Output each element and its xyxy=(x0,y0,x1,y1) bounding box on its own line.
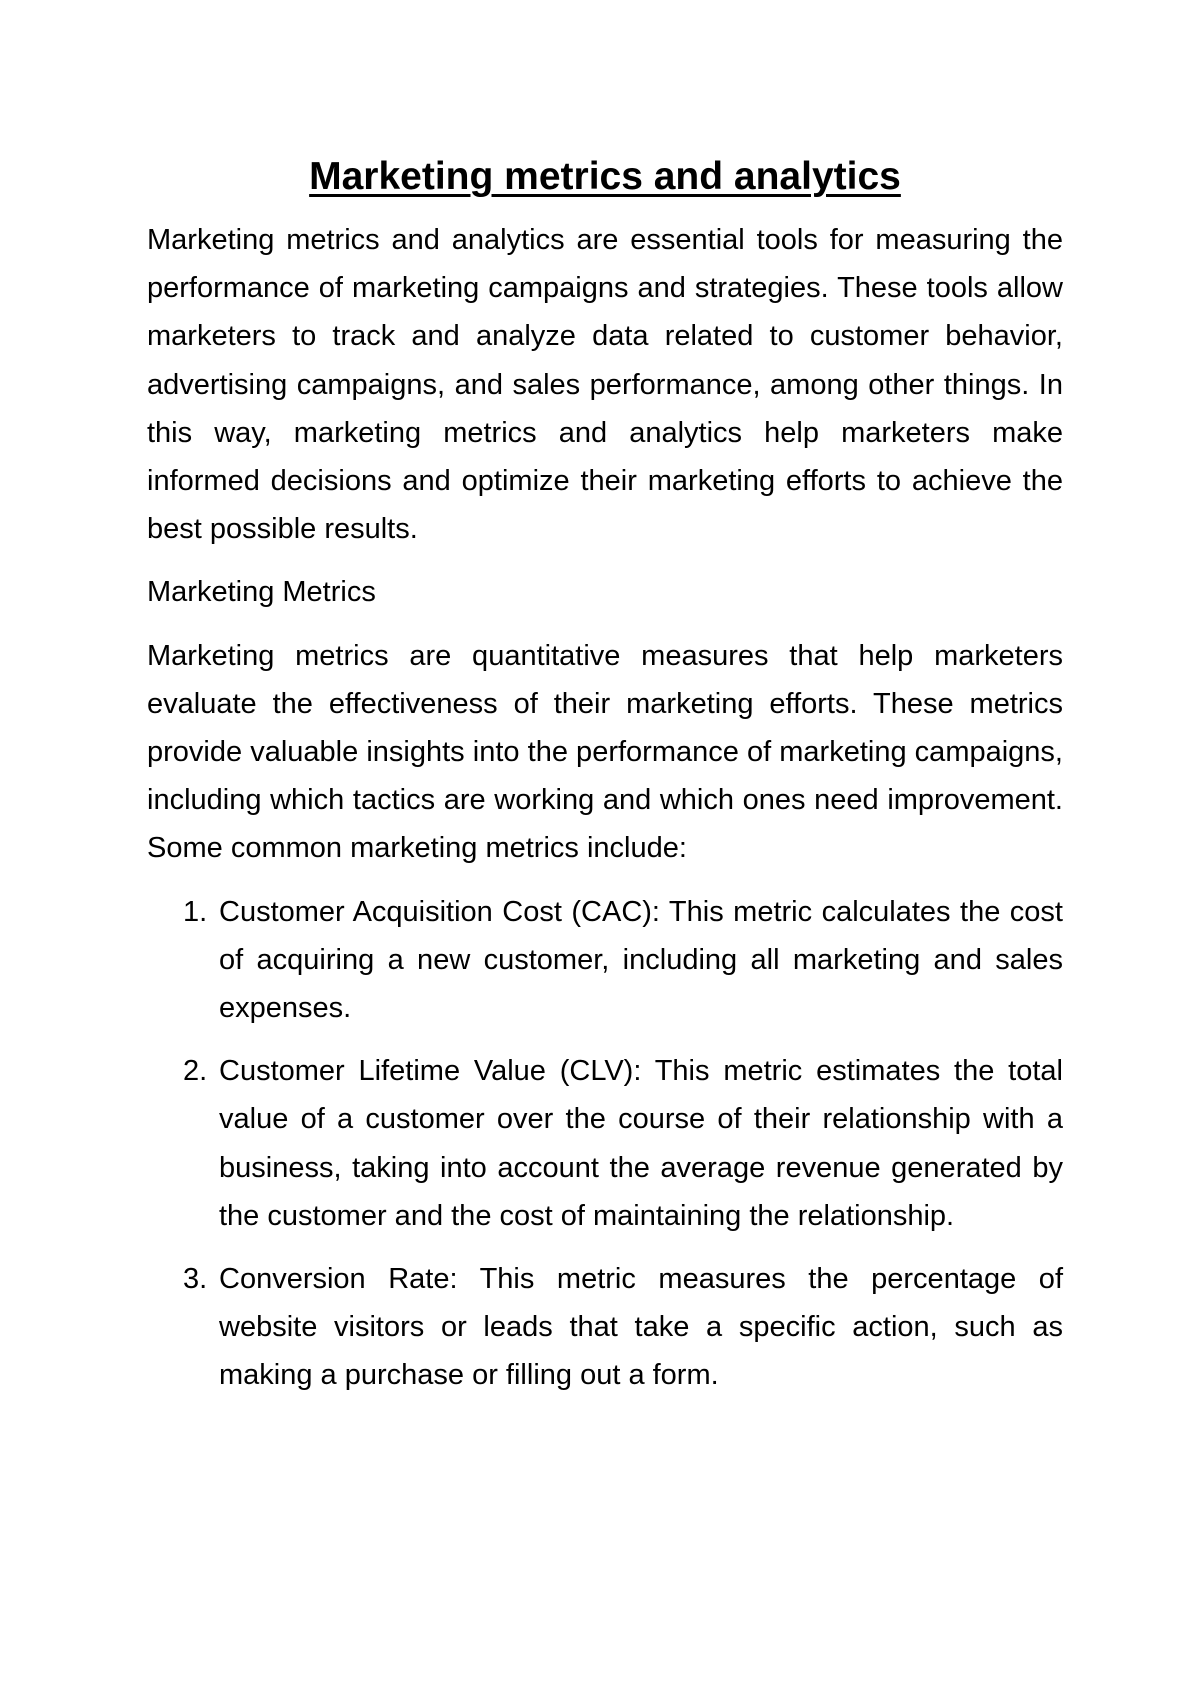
metric-item xyxy=(147,1255,1063,1400)
metric-item xyxy=(147,888,1063,1033)
metric-text: Customer Lifetime Value (CLV): This metric estimates the total value of a customer over the course of their relationship with a business, taking into account the average revenue generated by the customer and the cost of maintaining the relationship. xyxy=(219,1055,1063,1232)
metric-item xyxy=(147,1047,1063,1240)
metric-text: Conversion Rate: This metric measures the percentage of website visitors or leads that take a specific action, such as making a purchase or filling out a form. xyxy=(219,1263,1063,1392)
section-heading: Marketing Metrics xyxy=(147,576,376,609)
section-intro-paragraph: Marketing metrics are quantitative measures that help marketers evaluate the effectiveness of their marketing efforts. These metrics provide valuable insights into the performance of marketing campaigns, including which tactics are working and which ones need improvement. Some common marketing metrics include: xyxy=(147,639,1063,865)
document-content xyxy=(147,150,1063,1415)
metrics-list xyxy=(147,888,1063,1400)
metric-number: 3. xyxy=(183,1263,208,1296)
intro-paragraph: Marketing metrics and analytics are essential tools for measuring the performance of marketing campaigns and strategies. These tools allow marketers to track and analyze data related to customer behavior, advertising campaigns, and sales performance, among other things. In this way, marketing metrics and analytics help marketers make informed decisions and optimize their marketing efforts to achieve the best possible results. xyxy=(147,224,1063,546)
metric-text: Customer Acquisition Cost (CAC): This metric calculates the cost of acquiring a new customer, including all marketing and sales expenses. xyxy=(219,895,1063,1025)
document-title: Marketing metrics and analytics xyxy=(309,155,901,198)
metric-number: 2. xyxy=(183,1055,208,1088)
metric-number: 1. xyxy=(183,895,208,928)
